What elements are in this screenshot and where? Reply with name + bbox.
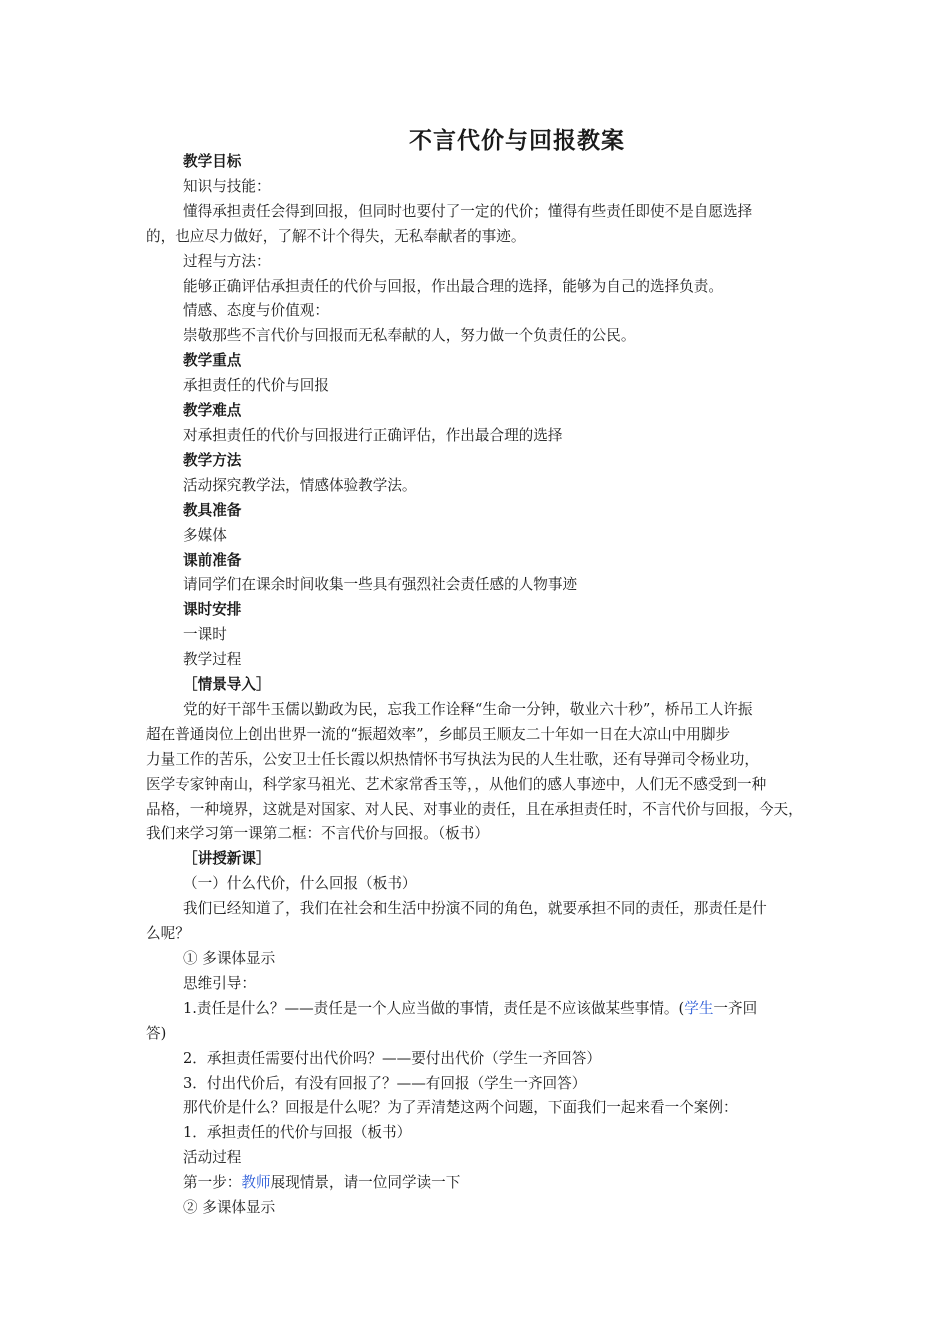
heading-preparation: 课前准备 bbox=[183, 551, 242, 569]
link-teacher[interactable]: 教师 bbox=[241, 1174, 271, 1192]
paragraph-line: 力量工作的苦乐，公安卫士任长霞以炽热情怀书写执法为民的人生壮歌，还有导弹司令杨业功， bbox=[146, 750, 759, 768]
paragraph-line: 多媒体 bbox=[183, 526, 227, 544]
text-segment: 展现情景，请一位同学读一下 bbox=[270, 1174, 461, 1192]
heading-difficulties: 教学难点 bbox=[183, 402, 242, 420]
paragraph-line: 么呢？ bbox=[146, 925, 190, 943]
paragraph-line: 承担责任的代价与回报 bbox=[183, 377, 329, 395]
section-new-lesson: ［讲授新课］ bbox=[183, 850, 271, 868]
paragraph-line: 2．承担责任需要付出代价吗？——要付出代价（学生一齐回答） bbox=[183, 1049, 601, 1067]
subheading-emotion-values: 情感、态度与价值观： bbox=[183, 302, 329, 320]
paragraph-line: 3．付出代价后，有没有回报了？——有回报（学生一齐回答） bbox=[183, 1074, 587, 1092]
section-intro-scenario: ［情景导入］ bbox=[183, 676, 271, 694]
heading-methods: 教学方法 bbox=[183, 451, 242, 469]
paragraph-line bbox=[146, 997, 812, 1022]
subheading-knowledge-skills: 知识与技能： bbox=[183, 177, 271, 195]
paragraph-line: 1．承担责任的代价与回报（板书） bbox=[183, 1124, 412, 1142]
text-segment: 1.责任是什么？——责任是一个人应当做的事情，责任是不应该做某些事情。( bbox=[183, 999, 685, 1017]
paragraph-line: 品格，一种境界，这就是对国家、对人民、对事业的责任，且在承担责任时，不言代价与回报，今天， bbox=[146, 800, 803, 818]
paragraph-line: 请同学们在课余时间收集一些具有强烈社会责任感的人物事迹 bbox=[183, 576, 578, 594]
paragraph-line: 答) bbox=[146, 1024, 167, 1042]
paragraph-line: 我们来学习第一课第二框：不言代价与回报。（板书） bbox=[146, 825, 489, 843]
document-body bbox=[146, 150, 812, 1221]
paragraph-line: 那代价是什么？回报是什么呢？为了弄清楚这两个问题，下面我们一起来看一个案例： bbox=[183, 1099, 738, 1117]
text-segment: 第一步： bbox=[183, 1174, 242, 1192]
paragraph-line: 懂得承担责任会得到回报，但同时也要付了一定的代价；懂得有些责任即使不是自愿选择 bbox=[183, 202, 753, 220]
paragraph-line: 的，也应尽力做好，了解不计个得失，无私奉献者的事迹。 bbox=[146, 227, 526, 245]
document-title: 不言代价与回报教案 bbox=[409, 128, 625, 154]
text-segment: 一齐回 bbox=[713, 999, 758, 1017]
heading-teaching-goals: 教学目标 bbox=[183, 153, 242, 170]
paragraph-line bbox=[146, 1171, 812, 1196]
link-student[interactable]: 学生 bbox=[684, 999, 714, 1017]
paragraph-line: 能够正确评估承担责任的代价与回报，作出最合理的选择，能够为自己的选择负责。 bbox=[183, 277, 723, 295]
heading-schedule: 课时安排 bbox=[183, 601, 242, 619]
paragraph-line: 一课时 bbox=[183, 626, 227, 644]
paragraph-line: 崇敬那些不言代价与回报而无私奉献的人，努力做一个负责任的公民。 bbox=[183, 327, 636, 345]
heading-key-points: 教学重点 bbox=[183, 352, 242, 370]
paragraph-line: 我们已经知道了，我们在社会和生活中扮演不同的角色，就要承担不同的责任，那责任是什 bbox=[183, 900, 767, 918]
paragraph-line: 思维引导： bbox=[183, 974, 256, 992]
paragraph-line: （一）什么代价，什么回报（板书） bbox=[183, 875, 417, 893]
subheading-process-method: 过程与方法： bbox=[183, 252, 271, 270]
subheading-teaching-process: 教学过程 bbox=[183, 651, 242, 669]
paragraph-line: 医学专家钟南山，科学家马祖光、艺术家常香玉等，，从他们的感人事迹中，人们无不感受到一种 bbox=[146, 775, 767, 793]
paragraph-line: 活动探究教学法，情感体验教学法。 bbox=[183, 476, 417, 494]
paragraph-line: 超在普通岗位上创出世界一流的“振超效率”，乡邮员王顺友二十年如一日在大凉山中用脚步 bbox=[146, 725, 731, 743]
heading-equipment: 教具准备 bbox=[183, 501, 242, 519]
paragraph-line: 对承担责任的代价与回报进行正确评估，作出最合理的选择 bbox=[183, 426, 563, 444]
paragraph-line: ② 多课体显示 bbox=[183, 1199, 276, 1217]
paragraph-line: 党的好干部牛玉儒以勤政为民，忘我工作诠释“生命一分钟，敬业六十秒”，桥吊工人许振 bbox=[183, 700, 753, 718]
paragraph-line: ① 多课体显示 bbox=[183, 950, 276, 967]
paragraph-line: 活动过程 bbox=[183, 1149, 242, 1167]
